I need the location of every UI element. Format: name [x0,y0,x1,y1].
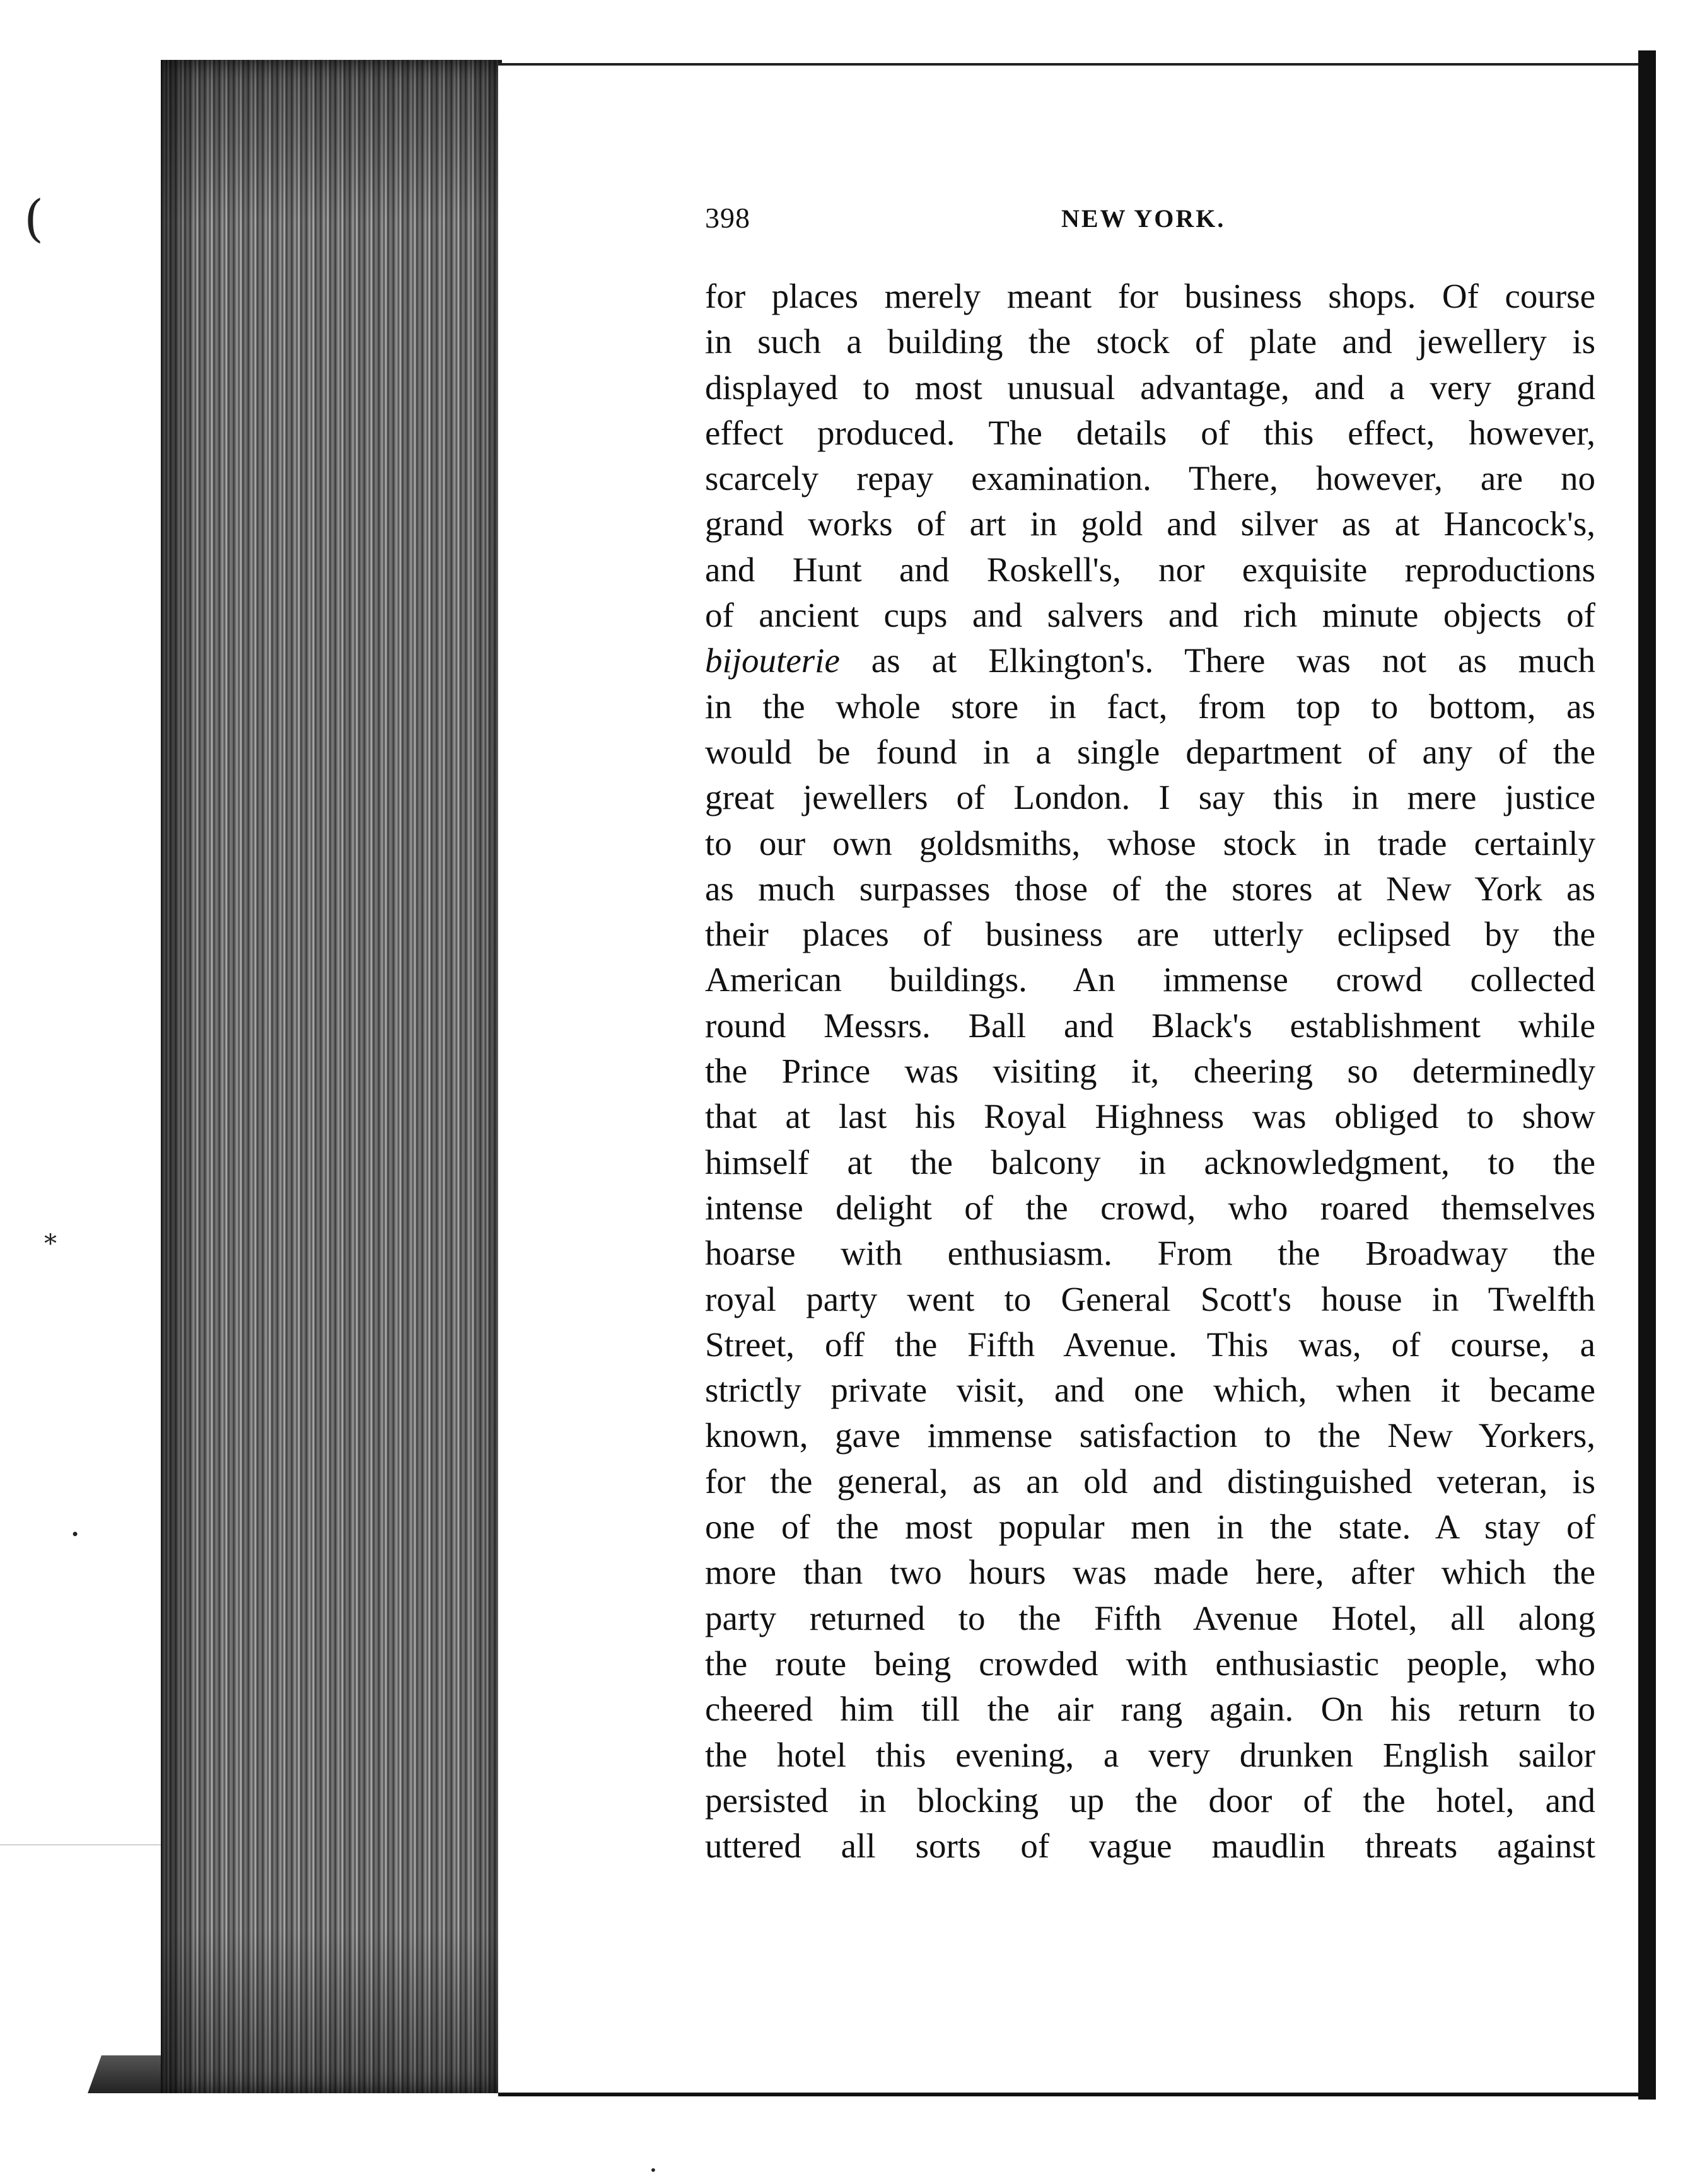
text-line: for the general, as an old and distinguished veteran, is [705,1461,1595,1501]
text-line: the route being crowded with enthusiastic people, who [705,1644,1595,1683]
text-line: that at last his Royal Highness was obliged to show [705,1097,1595,1136]
stray-mark: • [649,2163,657,2178]
text-line: royal party went to General Scott's house in Twelfth [705,1279,1595,1318]
stray-mark: • [71,1526,80,1543]
text-line: hoarse with enthusiasm. From the Broadway the [705,1234,1595,1273]
text-line: and Hunt and Roskell's, nor exquisite reproductions [705,550,1595,589]
text-line: great jewellers of London. I say this in mere justice [705,778,1595,817]
text-line: the hotel this evening, a very drunken English sailor [705,1735,1595,1774]
text-line: effect produced. The details of this effect, however, [705,413,1595,452]
text-line: strictly private visit, and one which, when it became [705,1371,1595,1410]
printed-page [498,63,1638,2096]
text-line: as much surpasses those of the stores at New York as [705,869,1595,908]
text-line: the Prince was visiting it, cheering so determinedly [705,1052,1595,1091]
body-text [705,274,1595,1869]
text-line: in such a building the stock of plate and jewellery is [705,322,1595,361]
text-line-italic [705,638,1595,683]
text-line: persisted in blocking up the door of the hotel, and [705,1780,1595,1820]
text-line: uttered all sorts of vague maudlin threats against [705,1827,1595,1866]
stray-mark: * [44,1229,57,1258]
text-line: more than two hours was made here, after which the [705,1553,1595,1592]
text-line: American buildings. An immense crowd collected [705,960,1595,999]
text-line: their places of business are utterly eclipsed by the [705,915,1595,954]
text-line: intense delight of the crowd, who roared themselves [705,1188,1595,1227]
text-line: Street, off the Fifth Avenue. This was, of course, a [705,1325,1595,1364]
page-header [705,201,1588,245]
text-line: would be found in a single department of any of the [705,732,1595,771]
text-line: for places merely meant for business shops. Of course [705,277,1595,315]
book-page-edges [161,60,502,2093]
text-line: known, gave immense satisfaction to the New Yorkers, [705,1416,1595,1455]
text-line: of ancient cups and salvers and rich minute objects of [705,596,1595,635]
margin-blank [1656,50,1695,2100]
text-line: cheered him till the air rang again. On his return to [705,1690,1595,1729]
text-line: one of the most popular men in the state. A stay of [705,1507,1595,1547]
next-page-edge [1638,50,1656,2100]
running-head: NEW YORK. [1061,204,1226,233]
text-line: in the whole store in fact, from top to bottom, as [705,687,1595,726]
text-line: himself at the balcony in acknowledgment, to the [705,1142,1595,1182]
page-number: 398 [705,202,750,234]
text-line: displayed to most unusual advantage, and a very grand [705,368,1595,407]
italic-word: bijouterie [705,641,840,680]
text-line: round Messrs. Ball and Black's establishment while [705,1006,1595,1045]
text-line: scarcely repay examination. There, however, are no [705,459,1595,498]
stray-mark: ( [24,189,44,248]
text-line: party returned to the Fifth Avenue Hotel, all along [705,1598,1595,1637]
text-line-rest: as at Elkington's. There was not as much [839,641,1595,680]
text-line: grand works of art in gold and silver as at Hancock's, [705,504,1595,543]
text-line: to our own goldsmiths, whose stock in trade certainly [705,823,1595,863]
